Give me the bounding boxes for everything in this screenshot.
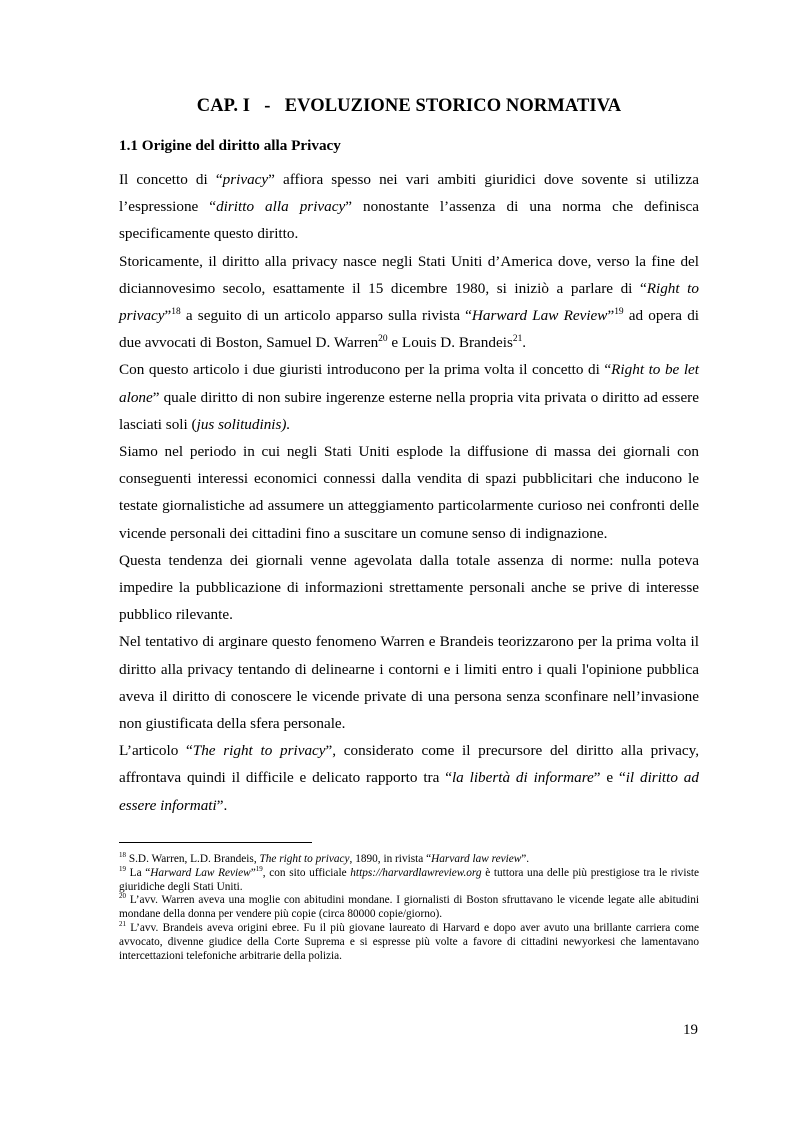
- footnote-ref[interactable]: 18: [171, 306, 181, 317]
- italic-term: Right to privacy: [119, 279, 699, 325]
- text-run: ”.: [216, 796, 228, 814]
- footnote-number: 20: [119, 892, 126, 901]
- text-run: , 1890, in rivista “: [349, 853, 432, 865]
- italic-term: Harvard law review: [431, 853, 522, 865]
- paragraph-1: [119, 166, 699, 248]
- text-run: S.D. Warren, L.D. Brandeis,: [126, 853, 260, 865]
- text-run: ”.: [521, 853, 530, 865]
- text-run: .: [522, 334, 527, 352]
- footnotes: [119, 853, 699, 963]
- text-run: L’articolo “: [119, 742, 193, 760]
- footnote-21: [119, 922, 699, 963]
- italic-term: privacy: [222, 171, 269, 188]
- footnote-18: [119, 853, 699, 867]
- italic-term: The right to privacy: [259, 853, 350, 865]
- paragraph-7: [119, 737, 699, 819]
- text-run: ” quale diritto di non subire ingerenze esterne nella propria vita privata o diritto ad essere lasciati soli (: [119, 388, 699, 433]
- text-run: ” affiora spesso nei vari ambiti giuridici dove sovente si utilizza l’espressione “: [119, 171, 700, 216]
- text-run: La “: [126, 866, 151, 879]
- italic-term: Harward Law Review: [471, 307, 608, 325]
- footnote-separator: [119, 842, 312, 843]
- footnote-ref[interactable]: 20: [378, 334, 388, 345]
- text-run: ” nonostante l’assenza di una norma che definisca specificamente questo diritto.: [119, 198, 700, 243]
- italic-term: Right to be let alone: [119, 361, 700, 406]
- text-run: , con sito ufficiale: [262, 866, 351, 879]
- italic-term: il diritto ad essere informati: [119, 769, 699, 814]
- chapter-title: CAP. I - EVOLUZIONE STORICO NORMATIVA: [196, 96, 622, 116]
- text-run: ”: [607, 307, 615, 325]
- footnote-number: 19: [119, 865, 126, 874]
- paragraph-4: Siamo nel periodo in cui negli Stati Uniti esplode la diffusione di massa dei giornali con conseguenti interessi economici connessi dalla vendita di spazi pubblicitari che inducono le testate giornalistiche ad assumere un atteggiamento particolarmente curioso nei confronti delle vicende personali dei cittadini fino a suscitare un comune senso di indignazione.: [119, 443, 699, 542]
- text-run: ad opera di due avvocati di Boston, Samuel D. Warren: [119, 307, 700, 352]
- body-text: [119, 166, 699, 819]
- text-run: Il concetto di “: [119, 171, 223, 188]
- footnote-ref[interactable]: 19: [614, 306, 624, 317]
- text-run: Storicamente, il diritto alla privacy nasce negli Stati Uniti d’America dove, verso la fine del diciannovesimo secolo, esattamente il 15 dicembre 1980, si iniziò a parlare di “: [119, 252, 699, 297]
- text-run: e Louis D. Brandeis: [387, 334, 513, 352]
- url-link[interactable]: https://harvardlawreview.org: [350, 866, 482, 879]
- text-run: L’avv. Warren aveva una moglie con abitudini mondane. I giornalisti di Boston sfruttavano le vicende legate alle abitudini mondane della donna per vendere più copie (circa 80000 copie/giorno).: [119, 894, 699, 921]
- text-run: è tuttora una delle più prestigiose tra le riviste giuridiche degli Stati Uniti.: [119, 866, 700, 893]
- footnote-ref[interactable]: 21: [512, 334, 523, 345]
- page-number: 19: [683, 1022, 698, 1038]
- text-run: a seguito di un articolo apparso sulla rivista “: [180, 307, 472, 325]
- footnote-ref: 19: [255, 865, 263, 874]
- italic-term: The right to privacy: [192, 742, 326, 760]
- text-run: ” e “: [593, 769, 626, 787]
- footnote-number: 18: [119, 851, 126, 860]
- paragraph-6: Nel tentativo di arginare questo fenomeno Warren e Brandeis teorizzarono per la prima volta il diritto alla privacy tentando di delinearne i contorni e i limiti entro i quali l'opinione pubblica aveva il diritto di conoscere le vicende private di una persona senza sconfinare nell’invasione non giustificata della sfera personale.: [119, 633, 699, 733]
- paragraph-3: [119, 356, 699, 438]
- footnote-19: [119, 867, 699, 895]
- paragraph-2: [119, 248, 699, 357]
- paragraph-5: Questa tendenza dei giornali venne agevolata dalla totale assenza di norme: nulla poteva impedire la pubblicazione di informazioni strettamente personali anche se prive di interesse pubblico rilevante.: [119, 551, 699, 624]
- italic-term: la libertà di informare: [451, 769, 594, 787]
- italic-term: jus solitudinis).: [196, 415, 291, 433]
- text-run: ”: [250, 866, 256, 879]
- italic-term: diritto alla privacy: [216, 198, 346, 216]
- text-run: L’avv. Brandeis aveva origini ebree. Fu il più giovane laureato di Harvard e dopo aver avuto una brillante carriera come avvocato, divenne giudice della Corte Suprema e si espresse più volte a favore di cittadini newyorkesi che lamentavano intercettazioni telefoniche arbitrarie della polizia.: [119, 921, 699, 962]
- text-run: Con questo articolo i due giuristi introducono per la prima volta il concetto di “: [119, 361, 612, 379]
- footnote-20: [119, 894, 699, 922]
- text-run: ”: [164, 307, 172, 325]
- footnote-number: 21: [119, 920, 126, 929]
- italic-term: Harward Law Review: [150, 866, 251, 879]
- section-heading: 1.1 Origine del diritto alla Privacy: [119, 137, 341, 154]
- text-run: ”, considerato come il precursore del diritto alla privacy, affrontava quindi il difficile e delicato rapporto tra “: [119, 742, 699, 787]
